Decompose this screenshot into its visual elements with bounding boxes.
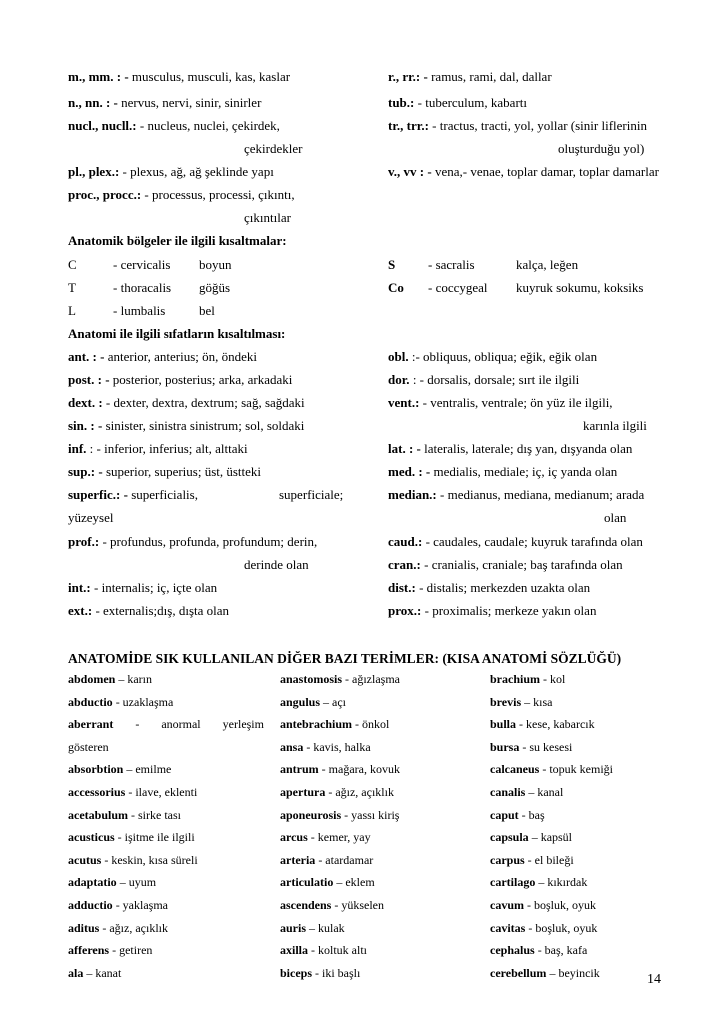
- glossary-term: ala: [68, 965, 84, 980]
- glossary-entry: [490, 966, 600, 980]
- glossary-definition: - atardamar: [315, 852, 374, 867]
- glossary-term: antebrachium: [280, 717, 352, 732]
- abbrev-m: m., mm. : - musculus, musculi, kas, kaslar: [68, 69, 291, 84]
- adj-superfic-cont: yüzeysel: [68, 510, 114, 525]
- glossary-term: arteria: [280, 852, 316, 867]
- glossary-definition: - uzaklaşma: [112, 694, 174, 709]
- glossary-term: cephalus: [490, 943, 535, 958]
- glossary-term: acetabulum: [68, 807, 128, 822]
- glossary-entry: [490, 762, 613, 776]
- abbrev-tr-cont: oluşturduğu yol): [558, 141, 645, 156]
- glossary-definition: - baş, kafa: [534, 943, 588, 958]
- glossary-entry: [280, 695, 346, 709]
- glossary-term: abductio: [68, 694, 113, 709]
- adj-ant: ant. : - anterior, anterius; ön, öndeki: [68, 349, 258, 364]
- adj-sin: sin. : - sinister, sinistra sinistrum; sol, soldaki: [68, 418, 305, 433]
- glossary-definition: - su kesesi: [519, 739, 573, 754]
- glossary-entry: [280, 898, 384, 912]
- glossary-term: brachium: [490, 672, 541, 686]
- glossary-definition: - kese, kabarcık: [516, 717, 595, 732]
- glossary-term: accessorius: [68, 785, 126, 799]
- glossary-entry: [490, 921, 597, 935]
- glossary-entry: [490, 717, 595, 731]
- glossary-entry: [280, 943, 367, 957]
- glossary-term: angulus: [280, 694, 321, 709]
- adj-lat: lat. : - lateralis, laterale; dış yan, dışyanda olan: [388, 441, 633, 456]
- glossary-term: carpus: [490, 852, 525, 867]
- adj-dist: dist.: - distalis; merkezden uzakta olan: [388, 580, 591, 595]
- glossary-entry: [490, 740, 572, 754]
- glossary-term: cavum: [490, 898, 524, 912]
- glossary-definition: - baş: [518, 807, 545, 822]
- glossary-term: afferens: [68, 943, 110, 958]
- glossary-definition-word: -: [135, 717, 140, 732]
- abbrev-r: r., rr.: - ramus, rami, dal, dallar: [388, 69, 552, 84]
- glossary-term: arcus: [280, 830, 308, 845]
- glossary-definition: – eklem: [333, 875, 375, 890]
- glossary-term: aberrant: [68, 717, 114, 732]
- glossary-term: cartilago: [490, 875, 536, 890]
- adj-prox: prox.: - proximalis; merkeze yakın olan: [388, 603, 597, 618]
- glossary-definition: – karın: [115, 672, 152, 686]
- glossary-heading: ANATOMİDE SIK KULLANILAN DİĞER BAZI TERİMLER: (KISA ANATOMİ SÖZLÜĞÜ): [68, 651, 622, 666]
- region-tr: boyun: [199, 257, 232, 272]
- regions-heading: Anatomik bölgeler ile ilgili kısaltmalar:: [68, 233, 287, 248]
- glossary-term: capsula: [490, 830, 529, 845]
- adj-vent-cont: karınla ilgili: [583, 418, 647, 433]
- glossary-term: caput: [490, 807, 519, 822]
- adj-ext: ext.: - externalis;dış, dışta olan: [68, 603, 230, 618]
- glossary-entry: [490, 695, 552, 709]
- glossary-definition: - işitme ile ilgili: [114, 830, 195, 845]
- glossary-definition: - ağız, açıklık: [99, 920, 168, 935]
- glossary-entry: [490, 853, 574, 867]
- region-code: C: [68, 257, 77, 272]
- adj-dor: dor. : - dorsalis, dorsale; sırt ile ilgili: [388, 372, 580, 387]
- page-number: 14: [647, 972, 661, 987]
- glossary-definition: - boşluk, oyuk: [524, 898, 596, 912]
- glossary-entry: [68, 785, 197, 799]
- abbrev-nucl: nucl., nucll.: - nucleus, nuclei, çekirdek,: [68, 118, 280, 133]
- region-tr: kalça, leğen: [516, 257, 579, 272]
- glossary-entry: [490, 898, 596, 912]
- region-latin: - coccygeal: [428, 280, 488, 295]
- glossary-definition: – beyincik: [546, 965, 600, 980]
- region-latin: - sacralis: [428, 257, 475, 272]
- glossary-definition: - koltuk altı: [308, 943, 368, 958]
- glossary-definition: - iki başlı: [312, 965, 361, 980]
- glossary-term: ansa: [280, 739, 304, 754]
- glossary-definition-word: anormal: [161, 717, 201, 732]
- adj-median: median.: - medianus, mediana, medianum; arada: [388, 487, 645, 502]
- glossary-definition: - ağız, açıklık: [325, 785, 394, 799]
- glossary-entry: [280, 740, 371, 754]
- adj-med: med. : - medialis, mediale; iç, iç yanda olan: [388, 464, 618, 479]
- glossary-term: auris: [280, 920, 307, 935]
- adjectives-heading: Anatomi ile ilgili sıfatların kısaltılması:: [68, 326, 286, 341]
- glossary-term: cavitas: [490, 920, 526, 935]
- glossary-entry: [68, 808, 181, 822]
- region-latin: - lumbalis: [113, 303, 166, 318]
- glossary-entry: [490, 830, 572, 844]
- glossary-definition: – kapsül: [528, 830, 573, 845]
- glossary-entry: [280, 921, 345, 935]
- glossary-entry: [280, 717, 389, 731]
- glossary-entry: [280, 830, 371, 844]
- glossary-term: axilla: [280, 943, 309, 958]
- glossary-term: antrum: [280, 762, 319, 777]
- glossary-definition: - kemer, yay: [307, 830, 371, 845]
- adj-inf: inf. : - inferior, inferius; alt, alttaki: [68, 441, 248, 456]
- glossary-definition: – kanal: [525, 785, 564, 799]
- glossary-definition: - sirke tası: [128, 807, 181, 822]
- glossary-definition: - yükselen: [331, 898, 384, 912]
- glossary-entry: [490, 785, 563, 799]
- glossary-entry: [68, 717, 264, 731]
- abbrev-proc-cont: çıkıntılar: [244, 210, 291, 225]
- glossary-entry: [490, 808, 545, 822]
- glossary-term: biceps: [280, 965, 313, 980]
- region-latin: - cervicalis: [113, 257, 171, 272]
- glossary-term: canalis: [490, 785, 526, 799]
- glossary-term: absorbtion: [68, 762, 124, 777]
- glossary-term: abdomen: [68, 672, 116, 686]
- glossary-definition: - yassı kiriş: [341, 807, 400, 822]
- adj-superfic-def2: superficiale;: [279, 487, 344, 502]
- glossary-term: calcaneus: [490, 762, 540, 777]
- glossary-entry: [280, 785, 394, 799]
- abbrev-v: v., vv : - vena,- venae, toplar damar, toplar damarlar: [388, 164, 659, 179]
- glossary-entry: [68, 830, 195, 844]
- glossary-entry: [280, 672, 400, 686]
- abbrev-tr: tr., trr.: - tractus, tracti, yol, yollar (sinir liflerinin: [388, 118, 647, 133]
- glossary-term: adaptatio: [68, 875, 117, 890]
- glossary-definition: – emilme: [123, 762, 172, 777]
- region-latin: - thoracalis: [113, 280, 172, 295]
- glossary-definition: – kısa: [521, 694, 553, 709]
- glossary-term: anastomosis: [280, 672, 343, 686]
- abbrev-proc: proc., procc.: - processus, processi, çıkıntı,: [68, 187, 295, 202]
- adj-int: int.: - internalis; iç, içte olan: [68, 580, 218, 595]
- glossary-definition: - ilave, eklenti: [125, 785, 198, 799]
- adj-post: post. : - posterior, posterius; arka, arkadaki: [68, 372, 293, 387]
- glossary-entry: [68, 966, 121, 980]
- glossary-term: ascendens: [280, 898, 332, 912]
- glossary-entry: [68, 875, 156, 889]
- glossary-entry: [68, 853, 198, 867]
- adj-caud: caud.: - caudales, caudale; kuyruk tarafında olan: [388, 534, 643, 549]
- glossary-entry: [280, 762, 400, 776]
- glossary-term: bursa: [490, 739, 520, 754]
- region-tr: göğüs: [199, 280, 231, 295]
- glossary-definition: – açı: [320, 694, 347, 709]
- region-tr: bel: [199, 303, 215, 318]
- glossary-entry: [68, 762, 171, 776]
- glossary-definition: - getiren: [109, 943, 153, 958]
- adj-sup: sup.: - superior, superius; üst, üstteki: [68, 464, 262, 479]
- glossary-definition: - mağara, kovuk: [318, 762, 400, 777]
- glossary-term: apertura: [280, 785, 326, 799]
- glossary-definition: – kanat: [83, 965, 122, 980]
- glossary-definition: - yaklaşma: [112, 898, 168, 912]
- glossary-term: adductio: [68, 898, 113, 912]
- adj-obl: obl. :- obliquus, obliqua; eğik, eğik olan: [388, 349, 598, 364]
- adj-median-cont: olan: [604, 510, 627, 525]
- adj-prof: prof.: - profundus, profunda, profundum; derin,: [68, 534, 318, 549]
- glossary-entry: [68, 943, 152, 957]
- adj-superfic: superfic.: - superficialis,: [68, 487, 198, 502]
- abbrev-n: n., nn. : - nervus, nervi, sinir, sinirler: [68, 95, 262, 110]
- glossary-term: articulatio: [280, 875, 334, 890]
- glossary-entry: [68, 695, 173, 709]
- glossary-term: acusticus: [68, 830, 115, 845]
- glossary-entry: [280, 853, 373, 867]
- adj-cran: cran.: - cranialis, craniale; baş tarafında olan: [388, 557, 623, 572]
- glossary-term: aponeurosis: [280, 807, 342, 822]
- glossary-definition: – kıkırdak: [535, 875, 588, 890]
- region-code: T: [68, 280, 76, 295]
- glossary-term: cerebellum: [490, 965, 547, 980]
- glossary-definition: gösteren: [68, 739, 109, 754]
- region-code: L: [68, 303, 76, 318]
- glossary-definition: - önkol: [352, 717, 390, 732]
- glossary-entry: [280, 966, 360, 980]
- glossary-definition: - kavis, halka: [303, 739, 371, 754]
- glossary-definition: – uyum: [116, 875, 157, 890]
- glossary-term: aditus: [68, 920, 100, 935]
- glossary-entry: [280, 808, 399, 822]
- glossary-definition: - topuk kemiği: [539, 762, 614, 777]
- region-tr: kuyruk sokumu, koksiks: [516, 280, 644, 295]
- region-code: S: [388, 257, 396, 272]
- glossary-definition: - boşluk, oyuk: [525, 920, 598, 935]
- region-code: Co: [388, 280, 404, 295]
- adj-prof-cont: derinde olan: [244, 557, 309, 572]
- abbrev-nucl-cont: çekirdekler: [244, 141, 303, 156]
- abbrev-tub: tub.: - tuberculum, kabartı: [388, 95, 528, 110]
- glossary-definition: - el bileği: [524, 852, 574, 867]
- glossary-entry: [490, 672, 565, 686]
- adj-dext: dext. : - dexter, dextra, dextrum; sağ, sağdaki: [68, 395, 305, 410]
- glossary-entry: [68, 898, 168, 912]
- glossary-entry: [68, 740, 109, 754]
- glossary-definition: - keskin, kısa süreli: [101, 852, 198, 867]
- glossary-definition-word: yerleşim: [222, 717, 264, 732]
- glossary-entry: [68, 921, 168, 935]
- glossary-entry: [68, 672, 152, 686]
- abbrev-plex: pl., plex.: - plexus, ağ, ağ şeklinde yapı: [68, 164, 274, 179]
- glossary-term: acutus: [68, 852, 102, 867]
- glossary-entry: [490, 875, 587, 889]
- glossary-entry: [490, 943, 587, 957]
- glossary-definition: - ağızlaşma: [342, 672, 400, 686]
- glossary-term: brevis: [490, 694, 522, 709]
- glossary-definition: – kulak: [306, 920, 345, 935]
- glossary-definition: - kol: [540, 672, 566, 686]
- glossary-term: bulla: [490, 717, 517, 732]
- adj-vent: vent.: - ventralis, ventrale; ön yüz ile ilgili,: [388, 395, 613, 410]
- glossary-entry: [280, 875, 375, 889]
